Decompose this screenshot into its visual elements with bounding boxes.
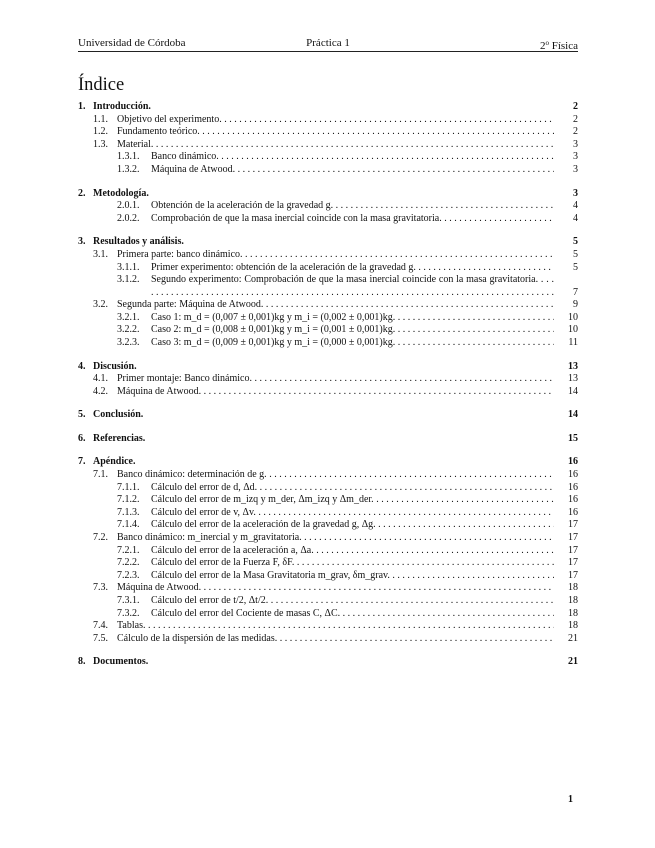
toc-entry-page: 13 (568, 373, 578, 385)
running-header (78, 36, 578, 50)
table-of-contents (78, 101, 578, 669)
toc-entry-page: 3 (573, 151, 578, 163)
toc-entry-title: Cálculo del error de d, Δd. . . . (151, 482, 554, 495)
toc-entry-title: Comprobación de que la masa inercial coincide con la masa gravitatoria. . . . (151, 213, 554, 226)
toc-entry[interactable] (78, 312, 578, 325)
toc-entry-number: 7.1.1. (117, 481, 140, 493)
toc-entry-number: 7.2.3. (117, 569, 140, 581)
toc-entry-title: Máquina de Atwood. . . . (117, 386, 554, 399)
toc-entry-page: 18 (568, 607, 578, 619)
toc-entry-title: Fundamento teórico. . . . (117, 126, 554, 139)
toc-entry-title: Caso 2: m_d = (0,008 ± 0,001)kg y m_i = (0,001 ± 0,001)kg. . . . (151, 324, 554, 337)
toc-entry-title: Cálculo del error de la Fuerza F, δF. . . . (151, 557, 554, 570)
toc-entry-page: 10 (568, 324, 578, 336)
toc-entry-title: Banco dinámico: m_inercial y m_gravitatoria. . . . (117, 532, 554, 545)
toc-entry-title: Cálculo del error de t/2, Δt/2. . . . (151, 595, 554, 608)
toc-entry-number: 4. (78, 360, 86, 372)
toc-entry-page: 18 (568, 595, 578, 606)
toc-entry-page: 3 (573, 138, 578, 150)
toc-entry-number: 1.3.2. (117, 163, 140, 175)
toc-entry-title: Introducción. (93, 101, 151, 112)
toc-entry-title: Cálculo del error de la Masa Gravitatoria m_grav, δm_grav. . . . (151, 570, 554, 583)
toc-entry-page: 3 (573, 163, 578, 175)
toc-entry-title: Primer montaje: Banco dinámico. . . . (117, 373, 554, 386)
toc-entry-number: 6. (78, 432, 86, 444)
toc-entry-number: 2.0.1. (117, 200, 140, 212)
toc-entry[interactable] (78, 608, 578, 621)
toc-entry-title: Documentos. (93, 656, 149, 668)
toc-entry-title: Cálculo del error de la aceleración de la gravedad g, Δg. . . . (151, 519, 554, 532)
toc-entry-page: 2 (573, 113, 578, 125)
toc-entry[interactable] (78, 482, 578, 495)
toc-entry-page: 3 (573, 187, 578, 199)
page-title: Índice (78, 75, 125, 95)
toc-entry-page: 2 (573, 126, 578, 138)
toc-entry[interactable] (78, 114, 578, 127)
toc-entry[interactable] (78, 101, 578, 114)
toc-entry[interactable] (78, 361, 578, 374)
toc-entry-title: Banco dinámico. . . . (151, 151, 554, 164)
toc-entry[interactable] (78, 456, 578, 469)
toc-entry-title: Cálculo del error de m_izq y m_der, Δm_izq y Δm_der. . . . (151, 494, 554, 507)
toc-entry[interactable] (78, 433, 578, 446)
page-number: 1 (568, 794, 573, 805)
toc-entry[interactable] (78, 164, 578, 177)
toc-entry-title: Segunda parte: Máquina de Atwood. . . . (117, 299, 554, 312)
toc-entry[interactable] (78, 409, 578, 422)
toc-entry-number: 5. (78, 409, 86, 421)
toc-entry[interactable] (78, 633, 578, 646)
toc-entry-number: 7.1.4. (117, 519, 140, 531)
toc-entry-number: 3.1.2. (117, 274, 140, 286)
toc-entry-number: 7.3. (93, 582, 108, 594)
toc-entry-title: Referencias. (93, 432, 146, 444)
toc-entry[interactable] (78, 373, 578, 386)
header-rule (78, 51, 578, 52)
toc-entry-number: 3. (78, 236, 86, 248)
header-course-subject: Física (548, 40, 578, 52)
toc-entry-title: Resultados y análisis. (93, 236, 184, 248)
header-course-number: 2 (539, 40, 546, 52)
toc-entry-title: Máquina de Atwood. . . . (151, 164, 554, 177)
toc-entry-page: 18 (568, 582, 578, 594)
toc-entry-page: 16 (568, 481, 578, 493)
toc-entry[interactable] (78, 557, 578, 570)
toc-entry-page: 5 (573, 248, 578, 260)
toc-entry-title: Apéndice. (93, 456, 136, 468)
toc-entry-page: 10 (568, 311, 578, 323)
toc-entry[interactable] (78, 299, 578, 312)
toc-entry-title: Material. . . . (117, 139, 554, 152)
toc-entry[interactable] (78, 570, 578, 583)
toc-entry-page: 2 (573, 101, 578, 112)
toc-entry-number: 7. (78, 456, 86, 468)
toc-entry-title: Segundo experimento: Comprobación de que la masa inercial coincide con la masa gravitatoria. . . . (151, 274, 554, 299)
toc-entry[interactable] (78, 249, 578, 262)
toc-entry-title: Cálculo del error de la aceleración a, Δa. . . . (151, 545, 554, 558)
toc-entry-page: 4 (573, 200, 578, 212)
toc-entry[interactable] (78, 595, 578, 608)
toc-entry-number: 3.2. (93, 299, 108, 311)
toc-entry-number: 7.3.2. (117, 607, 140, 619)
header-university: Universidad de Córdoba (78, 37, 186, 49)
toc-entry-page: 5 (573, 236, 578, 248)
toc-entry-title: Primera parte: banco dinámico. . . . (117, 249, 554, 262)
toc-entry-title: Cálculo del error de v, Δv. . . . (151, 507, 554, 520)
toc-entry-page: 16 (568, 494, 578, 506)
toc-entry-title: Primer experimento: obtención de la aceleración de la gravedad g. . . . (151, 262, 554, 275)
toc-entry[interactable] (78, 494, 578, 507)
toc-entry-page: 17 (568, 532, 578, 544)
toc-entry[interactable] (78, 188, 578, 201)
toc-entry[interactable] (78, 236, 578, 249)
toc-entry-page: 17 (568, 569, 578, 581)
toc-entry[interactable] (78, 620, 578, 633)
toc-entry-title: Objetivo del experimento. . . . (117, 114, 554, 127)
toc-entry-number: 7.3.1. (117, 595, 140, 606)
toc-entry-number: 7.2.2. (117, 557, 140, 569)
toc-entry-page: 9 (573, 299, 578, 311)
toc-entry[interactable] (78, 469, 578, 482)
toc-entry[interactable] (78, 126, 578, 139)
toc-entry-number: 2. (78, 187, 86, 199)
toc-entry-page: 13 (568, 360, 578, 372)
toc-entry[interactable] (78, 337, 578, 350)
toc-entry-title: Obtención de la aceleración de la gravedad g. . . . (151, 200, 554, 213)
toc-entry-page: 4 (573, 212, 578, 224)
toc-entry-page: 18 (568, 620, 578, 632)
toc-entry-number: 1.3. (93, 138, 108, 150)
toc-entry[interactable] (78, 151, 578, 164)
toc-entry[interactable] (78, 262, 578, 275)
toc-entry-title: Cálculo de la dispersión de las medidas. . . . (117, 633, 554, 646)
toc-entry-title: Caso 3: m_d = (0,009 ± 0,001)kg y m_i = (0,000 ± 0,001)kg. . . . (151, 337, 554, 350)
toc-entry-number: 3.1. (93, 248, 108, 260)
toc-entry-title: Metodología. (93, 187, 149, 199)
toc-entry-page: 14 (568, 409, 578, 421)
toc-entry[interactable] (78, 139, 578, 152)
header-practice: Práctica 1 (306, 37, 350, 49)
toc-entry-page: 17 (568, 557, 578, 569)
toc-entry[interactable] (78, 582, 578, 595)
toc-entry-number: 1. (78, 101, 86, 112)
toc-entry[interactable] (78, 200, 578, 213)
toc-entry-page: 16 (568, 456, 578, 468)
toc-entry-number: 2.0.2. (117, 212, 140, 224)
toc-entry[interactable] (78, 656, 578, 669)
toc-entry-title: Banco dinámico: determinación de g. . . . (117, 469, 554, 482)
toc-entry-number: 4.1. (93, 373, 108, 385)
toc-entry-number: 7.1.3. (117, 506, 140, 518)
toc-entry-page: 17 (568, 544, 578, 556)
toc-entry-page: 16 (568, 469, 578, 481)
toc-entry-number: 3.2.2. (117, 324, 140, 336)
toc-entry-number: 7.1.2. (117, 494, 140, 506)
toc-entry-number: 4.2. (93, 385, 108, 397)
toc-entry[interactable] (78, 532, 578, 545)
toc-entry-title: Caso 1: m_d = (0,007 ± 0,001)kg y m_i = (0,002 ± 0,001)kg. . . . (151, 312, 554, 325)
toc-entry[interactable] (78, 507, 578, 520)
toc-entry[interactable] (78, 213, 578, 226)
toc-entry-number: 7.1. (93, 469, 108, 481)
toc-entry-title: Cálculo del error del Cociente de masas C, ΔC. . . . (151, 608, 554, 621)
toc-entry-page: 21 (568, 632, 578, 644)
toc-entry-page: 21 (568, 656, 578, 668)
toc-entry-number: 8. (78, 656, 86, 668)
toc-entry-number: 7.2.1. (117, 544, 140, 556)
toc-entry-title: Conclusión. (93, 409, 144, 421)
toc-entry-number: 3.2.1. (117, 311, 140, 323)
toc-entry-page: 11 (568, 336, 578, 348)
toc-entry-number: 1.3.1. (117, 151, 140, 163)
toc-entry-page: 14 (568, 385, 578, 397)
toc-entry[interactable] (78, 274, 578, 299)
header-course-ordinal: o (545, 39, 549, 47)
toc-entry-page: 5 (573, 261, 578, 273)
toc-entry-title: Tablas. . . . (117, 620, 554, 633)
toc-entry-title: Máquina de Atwood. . . . (117, 582, 554, 595)
toc-entry-number: 3.2.3. (117, 336, 140, 348)
toc-entry-number: 7.4. (93, 620, 108, 632)
toc-entry-title: Discusión. (93, 360, 137, 372)
toc-entry[interactable] (78, 545, 578, 558)
toc-entry-number: 1.2. (93, 126, 108, 138)
toc-entry-number: 7.2. (93, 532, 108, 544)
toc-entry-page: 7 (573, 286, 578, 298)
toc-entry-number: 1.1. (93, 113, 108, 125)
toc-entry[interactable] (78, 324, 578, 337)
toc-entry-page: 15 (568, 432, 578, 444)
toc-entry[interactable] (78, 386, 578, 399)
toc-entry-number: 3.1.1. (117, 261, 140, 273)
toc-entry-page: 16 (568, 506, 578, 518)
toc-entry-page: 17 (568, 519, 578, 531)
toc-entry[interactable] (78, 519, 578, 532)
toc-entry-number: 7.5. (93, 632, 108, 644)
